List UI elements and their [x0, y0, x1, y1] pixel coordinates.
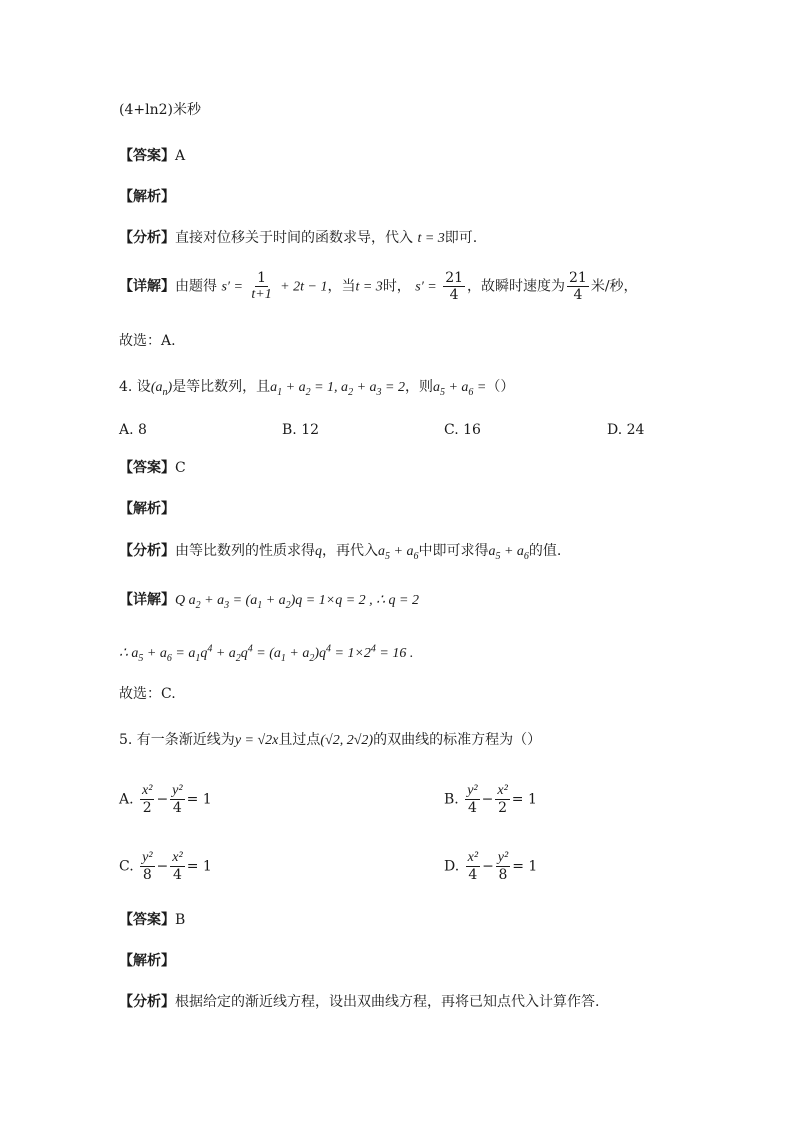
- q3-conclusion: 故选：A.: [119, 333, 176, 349]
- q5-stem: 5. 有一条渐近线为y = √2x且过点(√2, 2√2)的双曲线的标准方程为（）: [119, 732, 542, 748]
- q5-option-d: D. $\frac{\text{x²}}{4}$ − $\frac{\text{y²}}{8}$ = 1: [444, 850, 538, 883]
- q4-detail-2: ∴ $a_5 + a_6 = a_1q^4 + a_2q^4 = (a_1 + a_2)q^4 = 1\times 2^4 = 16$ .: [119, 643, 414, 664]
- q4-option-d: D. 24: [607, 422, 645, 438]
- q4-option-a: A. 8: [119, 422, 147, 438]
- answer-value: A: [175, 148, 186, 164]
- q4-option-b: B. 12: [282, 422, 320, 438]
- q3-analysis-heading: 【解析】: [119, 189, 175, 205]
- q3-answer: [119, 145, 185, 167]
- q5-answer: 【答案】B: [119, 912, 186, 928]
- fraction: $\frac{21}{4}$: [445, 270, 464, 303]
- q4-stem: 4. 设$(a_n)$是等比数列，且$a_1 + a_2 = 1$, $a_2 + a_3 = 2$，则$a_5 + a_6$ =（）: [119, 379, 515, 398]
- q4-detail: 【详解】Q $a_2 + a_3 = (a_1 + a_2)q = 1\times q = 2$ , ∴ q = 2: [119, 592, 419, 611]
- answer-tag: 【答案】: [119, 148, 175, 164]
- fraction: $\frac{1}{t+1}$: [251, 270, 272, 302]
- q4-conclusion: 故选：C.: [119, 686, 176, 702]
- fraction: $\frac{21}{4}$: [569, 270, 587, 303]
- q5-option-c: C. $\frac{\text{y²}}{8}$ − $\frac{\text{x²}}{4}$ = 1: [119, 850, 212, 883]
- q3-detail: 【详解】由题得 s′ = $\frac{1}{t+1}$ + 2t − 1，当t = 3时， s′ = $\frac{21}{4}$ ，故瞬时速度为 $\frac{21}{4}$ 米/秒，: [119, 270, 638, 303]
- q5-option-b: B. $\frac{\text{y²}}{4}$ − $\frac{\text{x²}}{2}$ = 1: [444, 783, 537, 816]
- q4-option-c: C. 16: [444, 422, 481, 438]
- q4-answer: 【答案】C: [119, 460, 186, 476]
- q4-analysis-heading: 【解析】: [119, 501, 175, 517]
- q5-option-a: A. $\frac{\text{x²}}{2}$ − $\frac{\text{y²}}{4}$ = 1: [119, 783, 212, 816]
- q5-analysis-heading: 【解析】: [119, 953, 175, 969]
- q3-fenxi: 【分析】直接对位移关于时间的函数求导，代入 t = 3即可.: [119, 230, 478, 246]
- q4-fenxi: 【分析】由等比数列的性质求得q，再代入$a_5 + a_6$中即可求得$a_5 + a_6$的值.: [119, 543, 562, 562]
- q5-fenxi: 【分析】根据给定的渐近线方程，设出双曲线方程，再将已知点代入计算作答.: [119, 994, 600, 1010]
- top-line: (4+ln2)米秒: [119, 102, 201, 118]
